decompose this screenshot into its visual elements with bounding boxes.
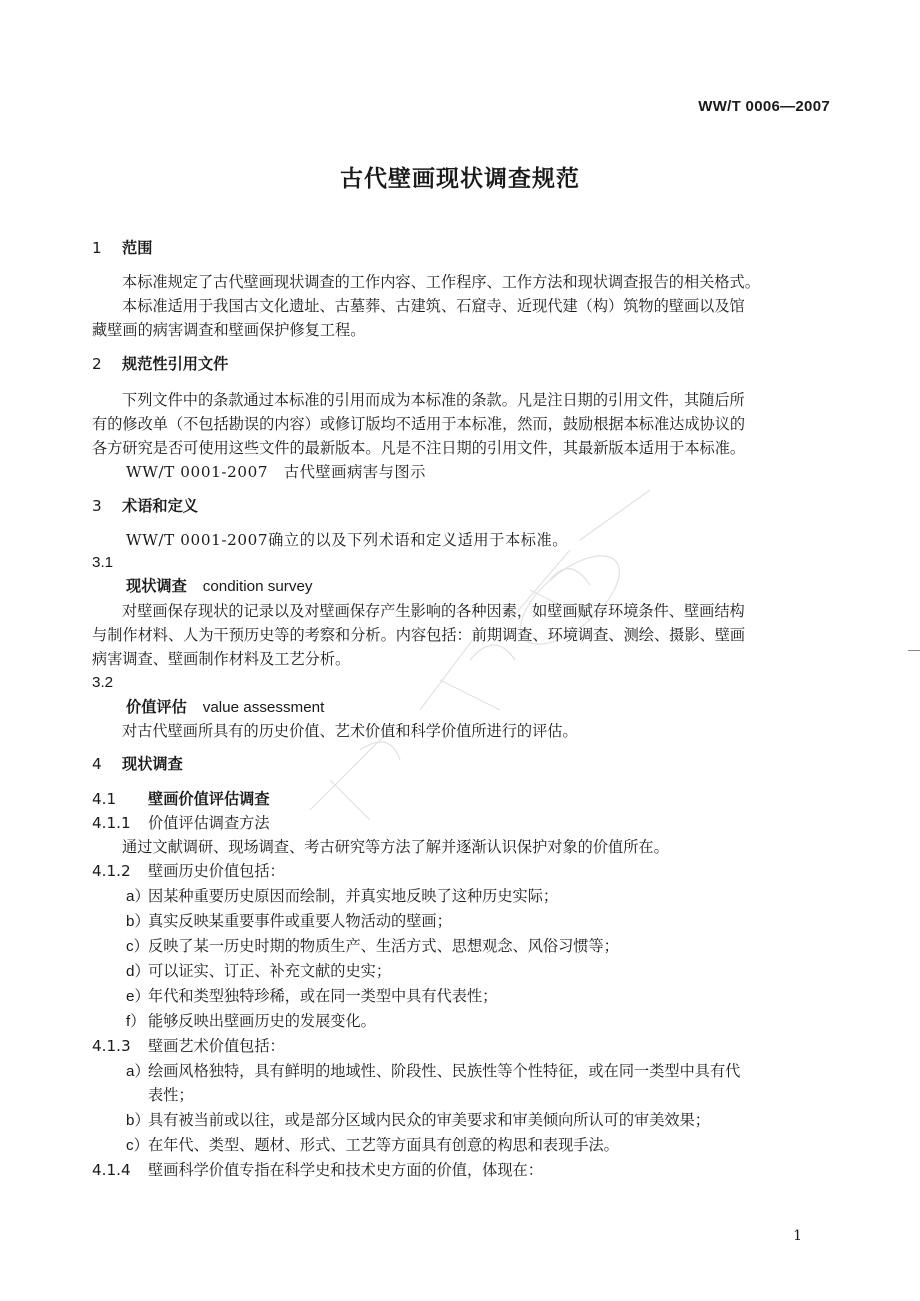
subsection-heading: 4.1 壁画价值评估调查 bbox=[92, 790, 270, 808]
list-item: c）在年代、类型、题材、形式、工艺等方面具有创意的构思和表现手法。 bbox=[126, 1136, 619, 1154]
paragraph: 本标准适用于我国古文化遗址、古墓葬、古建筑、石窟寺、近现代建（构）筑物的壁画以及馆 bbox=[122, 297, 745, 315]
list-item: e）年代和类型独特珍稀，或在同一类型中具有代表性； bbox=[126, 987, 498, 1005]
paragraph: 对壁画保存现状的记录以及对壁画保存产生影响的各种因素，如壁画赋存环境条件、壁画结构 bbox=[122, 602, 745, 620]
paragraph: 藏壁画的病害调查和壁画保护修复工程。 bbox=[92, 321, 366, 339]
list-item: d）可以证实、订正、补充文献的史实； bbox=[126, 962, 391, 980]
term-entry: 现状调查 condition survey bbox=[126, 577, 313, 595]
document-title: 古代壁画现状调查规范 bbox=[340, 166, 580, 192]
list-item: b）真实反映某重要事件或重要人物活动的壁画； bbox=[126, 912, 452, 930]
clause-number: 3.2 bbox=[92, 674, 114, 691]
subsection-heading: 4.1.4 壁画科学价值专指在科学史和技术史方面的价值，体现在： bbox=[92, 1161, 543, 1179]
subsection-heading: 4.1.3 壁画艺术价值包括： bbox=[92, 1037, 285, 1055]
paragraph: 与制作材料、人为干预历史等的考察和分析。内容包括：前期调查、环境调查、测绘、摄影、壁画 bbox=[92, 626, 746, 644]
list-item: a）因某种重要历史原因而绘制，并真实地反映了这种历史实际； bbox=[126, 887, 559, 905]
section-2-heading: 2 规范性引用文件 bbox=[92, 355, 229, 373]
list-item: b）具有被当前或以往，或是部分区域内民众的审美要求和审美倾向所认可的审美效果； bbox=[126, 1111, 710, 1129]
reference-item: WW/T 0001-2007 古代壁画病害与图示 bbox=[126, 463, 427, 481]
paragraph: 本标准规定了古代壁画现状调查的工作内容、工作程序、工作方法和现状调查报告的相关格式。 bbox=[122, 273, 760, 291]
list-item: a）绘画风格独特，具有鲜明的地域性、阶段性、民族性等个性特征，或在同一类型中具有代 bbox=[126, 1062, 741, 1080]
list-item: f） 能够反映出壁画历史的发展变化。 bbox=[126, 1012, 376, 1030]
clause-number: 3.1 bbox=[92, 554, 114, 571]
page-number: 1 bbox=[793, 1228, 802, 1244]
section-3-heading: 3 术语和定义 bbox=[92, 497, 198, 515]
paragraph: 通过文献调研、现场调查、考古研究等方法了解并逐渐认识保护对象的价值所在。 bbox=[122, 838, 669, 856]
section-1-heading: 1 范围 bbox=[92, 239, 153, 257]
list-item-continuation: 表性； bbox=[148, 1086, 194, 1104]
standard-code: WW/T 0006—2007 bbox=[698, 98, 830, 115]
subsection-heading: 4.1.2 壁画历史价值包括： bbox=[92, 862, 285, 880]
paragraph: WW/T 0001-2007确立的以及下列术语和定义适用于本标准。 bbox=[126, 531, 569, 549]
paragraph: 下列文件中的条款通过本标准的引用而成为本标准的条款。凡是注日期的引用文件，其随后所 bbox=[122, 391, 745, 409]
list-item: c）反映了某一历史时期的物质生产、生活方式、思想观念、风俗习惯等； bbox=[126, 937, 619, 955]
paragraph: 病害调查、壁画制作材料及工艺分析。 bbox=[92, 650, 351, 668]
margin-mark bbox=[908, 650, 920, 651]
subsection-heading: 4.1.1 价值评估调查方法 bbox=[92, 814, 270, 832]
term-entry: 价值评估 value assessment bbox=[126, 698, 325, 716]
paragraph: 对古代壁画所具有的历史价值、艺术价值和科学价值所进行的评估。 bbox=[122, 722, 578, 740]
paragraph: 各方研究是否可使用这些文件的最新版本。凡是不注日期的引用文件，其最新版本适用于本标准。 bbox=[92, 439, 746, 457]
paragraph: 有的修改单（不包括勘误的内容）或修订版均不适用于本标准，然而，鼓励根据本标准达成协议的 bbox=[92, 415, 746, 433]
section-4-heading: 4 现状调查 bbox=[92, 755, 183, 773]
